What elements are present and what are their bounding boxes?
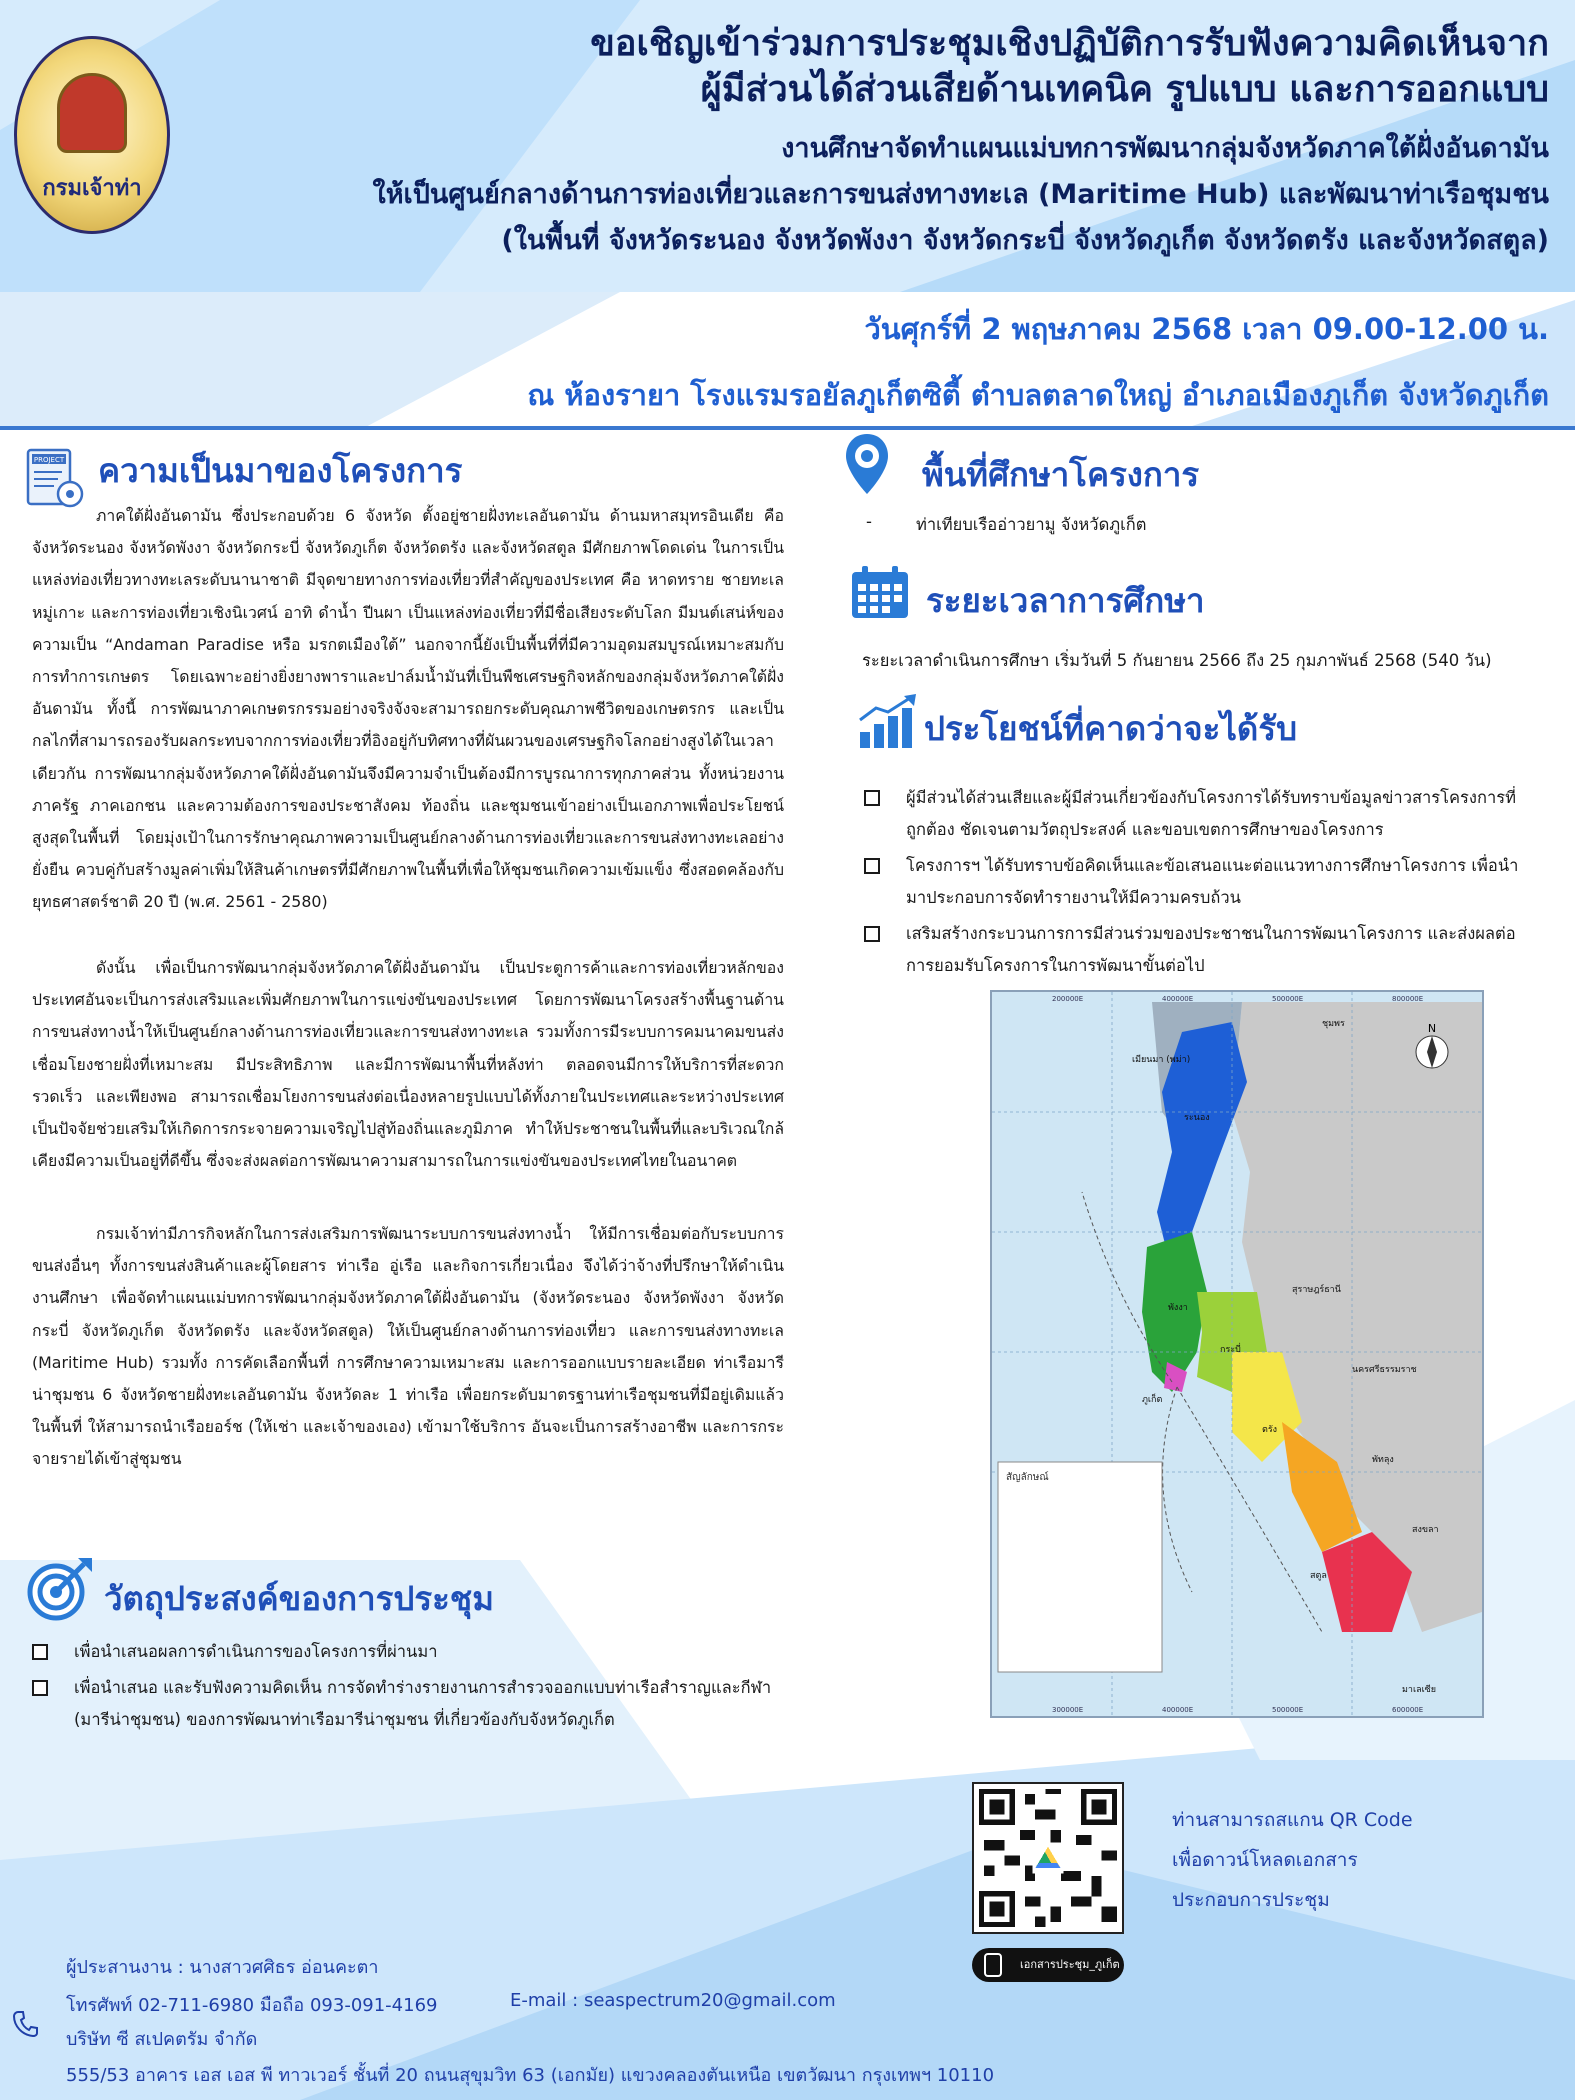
svg-text:200000E: 200000E	[1052, 995, 1084, 1003]
benefit-item: โครงการฯ ได้รับทราบข้อคิดเห็นและข้อเสนอแนะต่อแนวทางการศึกษาโครงการ เพื่อนำมาประกอบการจัดทำรายงานให้มีความครบถ้วน	[862, 850, 1522, 914]
svg-text:PROJECT: PROJECT	[33, 456, 65, 464]
qr-code[interactable]	[972, 1782, 1124, 1934]
checkbox-icon	[864, 858, 880, 874]
company-name: บริษัท ซี สเปคตรัม จำกัด	[66, 2029, 258, 2050]
benefit-item: เสริมสร้างกระบวนการการมีส่วนร่วมของประชาชนในการพัฒนาโครงการ และส่งผลต่อการยอมรับโครงการในการพัฒนาขั้นต่อไป	[862, 918, 1522, 982]
phone-number: โทรศัพท์ 02-711-6980 มือถือ 093-091-4169	[66, 1995, 438, 2016]
background-section-title: ความเป็นมาของโครงการ	[98, 451, 463, 490]
crown-emblem-icon	[57, 73, 127, 153]
svg-text:สุราษฎร์ธานี: สุราษฎร์ธานี	[1292, 1285, 1341, 1295]
svg-text:สงขลา: สงขลา	[1412, 1525, 1439, 1535]
benefits-list	[862, 782, 1522, 982]
objective-item: เพื่อนำเสนอผลการดำเนินการของโครงการที่ผ่านมา	[30, 1636, 790, 1668]
svg-text:400000E: 400000E	[1162, 995, 1194, 1003]
study-area-section-title: พื้นที่ศึกษาโครงการ	[922, 455, 1200, 494]
checkbox-icon	[864, 790, 880, 806]
benefit-item: ผู้มีส่วนได้ส่วนเสียและผู้มีส่วนเกี่ยวข้องกับโครงการได้รับทราบข้อมูลข่าวสารโครงการที่ถูกต้อง ชัดเจนตามวัตถุประสงค์ และขอบเขตการศึกษาของโครงการ	[862, 782, 1522, 846]
background-paragraph-2: ดังนั้น เพื่อเป็นการพัฒนากลุ่มจังหวัดภาคใต้ฝั่งอันดามัน เป็นประตูการค้าและการท่องเที่ยวหลักของประเทศอันจะเป็นการส่งเสริมและเพิ่มศักยภาพในการแข่งขันของประเทศ โดยการพัฒนาโครงสร้างพื้นฐานด้านการขนส่งทางน้ำให้เป็นศูนย์กลางด้านการท่องเที่ยวและการขนส่งทางทะเล รวมทั้งการมีระบบการคมนาคมขนส่งเชื่อมโยงชายฝั่งที่เหมาะสม มีประสิทธิภาพ และมีการพัฒนาพื้นที่หลังท่า ตลอดจนมีการให้บริการที่สะดวก รวดเร็ว และเพียงพอ สามารถเชื่อมโยงการขนส่งต่อเนื่องหลายรูปแบบได้ทั้งภายในประเทศและระหว่างประเทศ เป็นปัจจัยช่วยเสริมให้เกิดการกระจายความเจริญไปสู่ท้องถิ่นและภูมิภาค ทำให้ประชาชนในพื้นที่และบริเวณใกล้เคียงมีความเป็นอยู่ที่ดีขึ้น ซึ่งจะส่งผลต่อการพัฒนาความสามารถในการแข่งขันของประเทศไทยในอนาคต	[32, 958, 784, 1171]
svg-text:ภูเก็ต: ภูเก็ต	[1142, 1395, 1163, 1405]
svg-text:มาเลเซีย: มาเลเซีย	[1402, 1685, 1437, 1695]
qr-document-label: เอกสารประชุม_ภูเก็ต	[972, 1948, 1124, 1982]
svg-text:เมียนมา (พม่า): เมียนมา (พม่า)	[1132, 1055, 1191, 1065]
duration-section-title: ระยะเวลาการศึกษา	[926, 581, 1205, 620]
coordinator: ผู้ประสานงาน : นางสาวศศิธร อ่อนคะตา	[66, 1957, 379, 1978]
project-subtitle-line2: ให้เป็นศูนย์กลางด้านการท่องเที่ยวและการขนส่งทางทะเล (Maritime Hub) และพัฒนาท่าเรือชุมชน	[372, 179, 1549, 210]
study-area-map	[990, 990, 1484, 1718]
svg-text:300000E: 300000E	[1052, 1706, 1084, 1714]
svg-text:500000E: 500000E	[1272, 995, 1304, 1003]
svg-text:600000E: 600000E	[1392, 1706, 1424, 1714]
background-paragraph-1: ภาคใต้ฝั่งอันดามัน ซึ่งประกอบด้วย 6 จังหวัด ตั้งอยู่ชายฝั่งทะเลอันดามัน ด้านมหาสมุทรอินเดีย คือ จังหวัดระนอง จังหวัดพังงา จังหวัดกระบี่ จังหวัดภูเก็ต จังหวัดตรัง และจังหวัดสตูล มีศักยภาพโดดเด่น ในการเป็นแหล่งท่องเที่ยวทางทะเลระดับนานาชาติ มีจุดขายทางการท่องเที่ยวที่สำคัญของประเทศ คือ หาดทราย ชายทะเล หมู่เกาะ และการท่องเที่ยวเชิงนิเวศน์ อาทิ ดำน้ำ ปีนผา เป็นแหล่งท่องเที่ยวที่มีชื่อเสียงระดับโลก มีมนต์เสน่ห์ของความเป็น “Andaman Paradise หรือ มรกตเมืองใต้” นอกจากนี้ยังเป็นพื้นที่ที่มีความอุดมสมบูรณ์เหมาะสมกับการทำการเกษตร โดยเฉพาะอย่างยิ่งยางพาราและปาล์มน้ำมันที่เป็นพืชเศรษฐกิจหลักของกลุ่มจังหวัดภาคใต้ฝั่งอันดามัน ทั้งนี้ การพัฒนาภาคเกษตรกรรมอย่างจริงจังจะสามารถยกระดับคุณภาพชีวิตของเกษตรกร และเป็นกลไกที่สามารถรองรับผลกระทบจากการท่องเที่ยวที่อิงอยู่กับทิศทางที่ผันผวนของเศรษฐกิจโลกอย่างสูงได้ในเวลาเดียวกัน การพัฒนากลุ่มจังหวัดภาคใต้ฝั่งอันดามันจึงมีความจำเป็นต้องมีการบูรณาการทุกภาคส่วน ทั้งหน่วยงานภาครัฐ ภาคเอกชน และความต้องการของประชาสังคม ท้องถิ่น และชุมชนเข้าอย่างเป็นเอกภาพเพื่อประโยชน์สูงสุดในพื้นที่ โดยมุ่งเป้าในการรักษาคุณภาพความเป็นศูนย์กลางด้านการท่องเที่ยวและการขนส่งทางทะเลอย่างยั่งยืน ควบคู่กับสร้างมูลค่าเพิ่มให้สินค้าเกษตรที่มีศักยภาพในพื้นที่เพื่อให้ชุมชนเกิดความเข้มแข็ง ซึ่งสอดคล้องกับยุทธศาสตร์ชาติ 20 ปี (พ.ศ. 2561 - 2580)	[32, 506, 784, 912]
invitation-title-line2: ผู้มีส่วนได้ส่วนเสียด้านเทคนิค รูปแบบ และการออกแบบ	[700, 69, 1549, 110]
project-subtitle-line1: งานศึกษาจัดทำแผนแม่บทการพัฒนากลุ่มจังหวัดภาคใต้ฝั่งอันดามัน	[781, 133, 1549, 164]
svg-text:พังงา: พังงา	[1168, 1303, 1188, 1313]
checkbox-icon	[32, 1644, 48, 1660]
target-icon	[26, 1556, 94, 1624]
study-area-item: - ท่าเทียบเรืออ่าวยามู จังหวัดภูเก็ต	[866, 512, 1147, 534]
svg-text:800000E: 800000E	[1392, 995, 1424, 1003]
svg-text:พัทลุง: พัทลุง	[1372, 1455, 1394, 1465]
meeting-venue: ณ ห้องรายา โรงแรมรอยัลภูเก็ตซิตี้ ตำบลตลาดใหญ่ อำเภอเมืองภูเก็ต จังหวัดภูเก็ต	[527, 378, 1549, 412]
svg-text:500000E: 500000E	[1272, 1706, 1304, 1714]
svg-text:นครศรีธรรมราช: นครศรีธรรมราช	[1352, 1365, 1417, 1375]
list-dash: -	[866, 512, 872, 531]
svg-text:400000E: 400000E	[1162, 1706, 1194, 1714]
svg-text:ระนอง: ระนอง	[1184, 1113, 1210, 1123]
seal-label: กรมเจ้าท่า	[42, 175, 142, 201]
benefits-section-title: ประโยชน์ที่คาดว่าจะได้รับ	[924, 709, 1298, 748]
location-pin-icon	[844, 432, 890, 496]
qr-caption: ท่านสามารถสแกน QR Code เพื่อดาวน์โหลดเอกสาร ประกอบการประชุม	[1172, 1809, 1413, 1911]
objectives-section-title: วัตถุประสงค์ของการประชุม	[104, 1579, 494, 1618]
svg-text:สตูล: สตูล	[1310, 1571, 1327, 1581]
svg-text:N: N	[1427, 1022, 1437, 1035]
project-subtitle-line3: (ในพื้นที่ จังหวัดระนอง จังหวัดพังงา จังหวัดกระบี่ จังหวัดภูเก็ต จังหวัดตรัง และจังหวัดสตูล)	[501, 225, 1549, 256]
background-paragraph-3: กรมเจ้าท่ามีภารกิจหลักในการส่งเสริมการพัฒนาระบบการขนส่งทางน้ำ ให้มีการเชื่อมต่อกับระบบการขนส่งอื่นๆ ทั้งการขนส่งสินค้าและผู้โดยสาร ท่าเรือ อู่เรือ และกิจการเกี่ยวเนื่อง จึงได้ว่าจ้างที่ปรึกษาให้ดำเนินงานศึกษา เพื่อจัดทำแผนแม่บทการพัฒนากลุ่มจังหวัดภาคใต้ฝั่งอันดามัน (จังหวัดระนอง จังหวัดพังงา จังหวัดกระบี่ จังหวัดภูเก็ต จังหวัดตรัง และจังหวัดสตูล) ให้เป็นศูนย์กลางด้านการท่องเที่ยว และการขนส่งทางทะเล (Maritime Hub) รวมทั้ง การคัดเลือกพื้นที่ การศึกษาความเหมาะสม และการออกแบบรายละเอียด ท่าเรือมารีน่าชุมชน 6 จังหวัดชายฝั่งทะเลอันดามัน จังหวัดละ 1 ท่าเรือ เพื่อยกระดับมาตรฐานท่าเรือชุมชนที่มีอยู่เดิมแล้วในพื้นที่ ให้สามารถนำเรือยอร์ช (ให้เช่า และเจ้าของเอง) เข้ามาใช้บริการ อันจะเป็นการสร้างอาชีพ และการกระจายรายได้เข้าสู่ชุมชน	[32, 1224, 784, 1469]
objectives-list	[30, 1636, 790, 1736]
checkbox-icon	[32, 1680, 48, 1696]
email-address[interactable]: E-mail : seaspectrum20@gmail.com	[510, 1990, 836, 2011]
svg-text:ชุมพร: ชุมพร	[1322, 1019, 1345, 1029]
company-address: 555/53 อาคาร เอส เอส พี ทาวเวอร์ ชั้นที่ 20 ถนนสุขุมวิท 63 (เอกมัย) แขวงคลองตันเหนือ เขตวัฒนา กรุงเทพฯ 10110	[66, 2065, 995, 2086]
growth-chart-icon	[858, 694, 920, 750]
marine-department-seal	[14, 36, 170, 234]
telephone-icon	[12, 2010, 38, 2038]
svg-text:กระบี่: กระบี่	[1220, 1345, 1241, 1355]
checkbox-icon	[864, 926, 880, 942]
svg-text:ตรัง: ตรัง	[1262, 1425, 1278, 1435]
svg-text:สัญลักษณ์: สัญลักษณ์	[1006, 1472, 1049, 1483]
calendar-icon	[850, 564, 910, 620]
invitation-title-line1: ขอเชิญเข้าร่วมการประชุมเชิงปฏิบัติการรับฟังความคิดเห็นจาก	[590, 23, 1549, 64]
meeting-date: วันศุกร์ที่ 2 พฤษภาคม 2568 เวลา 09.00-12.00 น.	[864, 312, 1549, 346]
duration-text: ระยะเวลาดำเนินการศึกษา เริ่มวันที่ 5 กันยายน 2566 ถึง 25 กุมภาพันธ์ 2568 (540 วัน)	[862, 651, 1492, 670]
phone-icon	[984, 1953, 1002, 1977]
objective-item: เพื่อนำเสนอ และรับฟังความคิดเห็น การจัดทำร่างรายงานการสำรวจออกแบบท่าเรือสำราญและกีฬา (มารีน่าชุมชน) ของการพัฒนาท่าเรือมารีน่าชุมชน ที่เกี่ยวข้องกับจังหวัดภูเก็ต	[30, 1672, 790, 1736]
